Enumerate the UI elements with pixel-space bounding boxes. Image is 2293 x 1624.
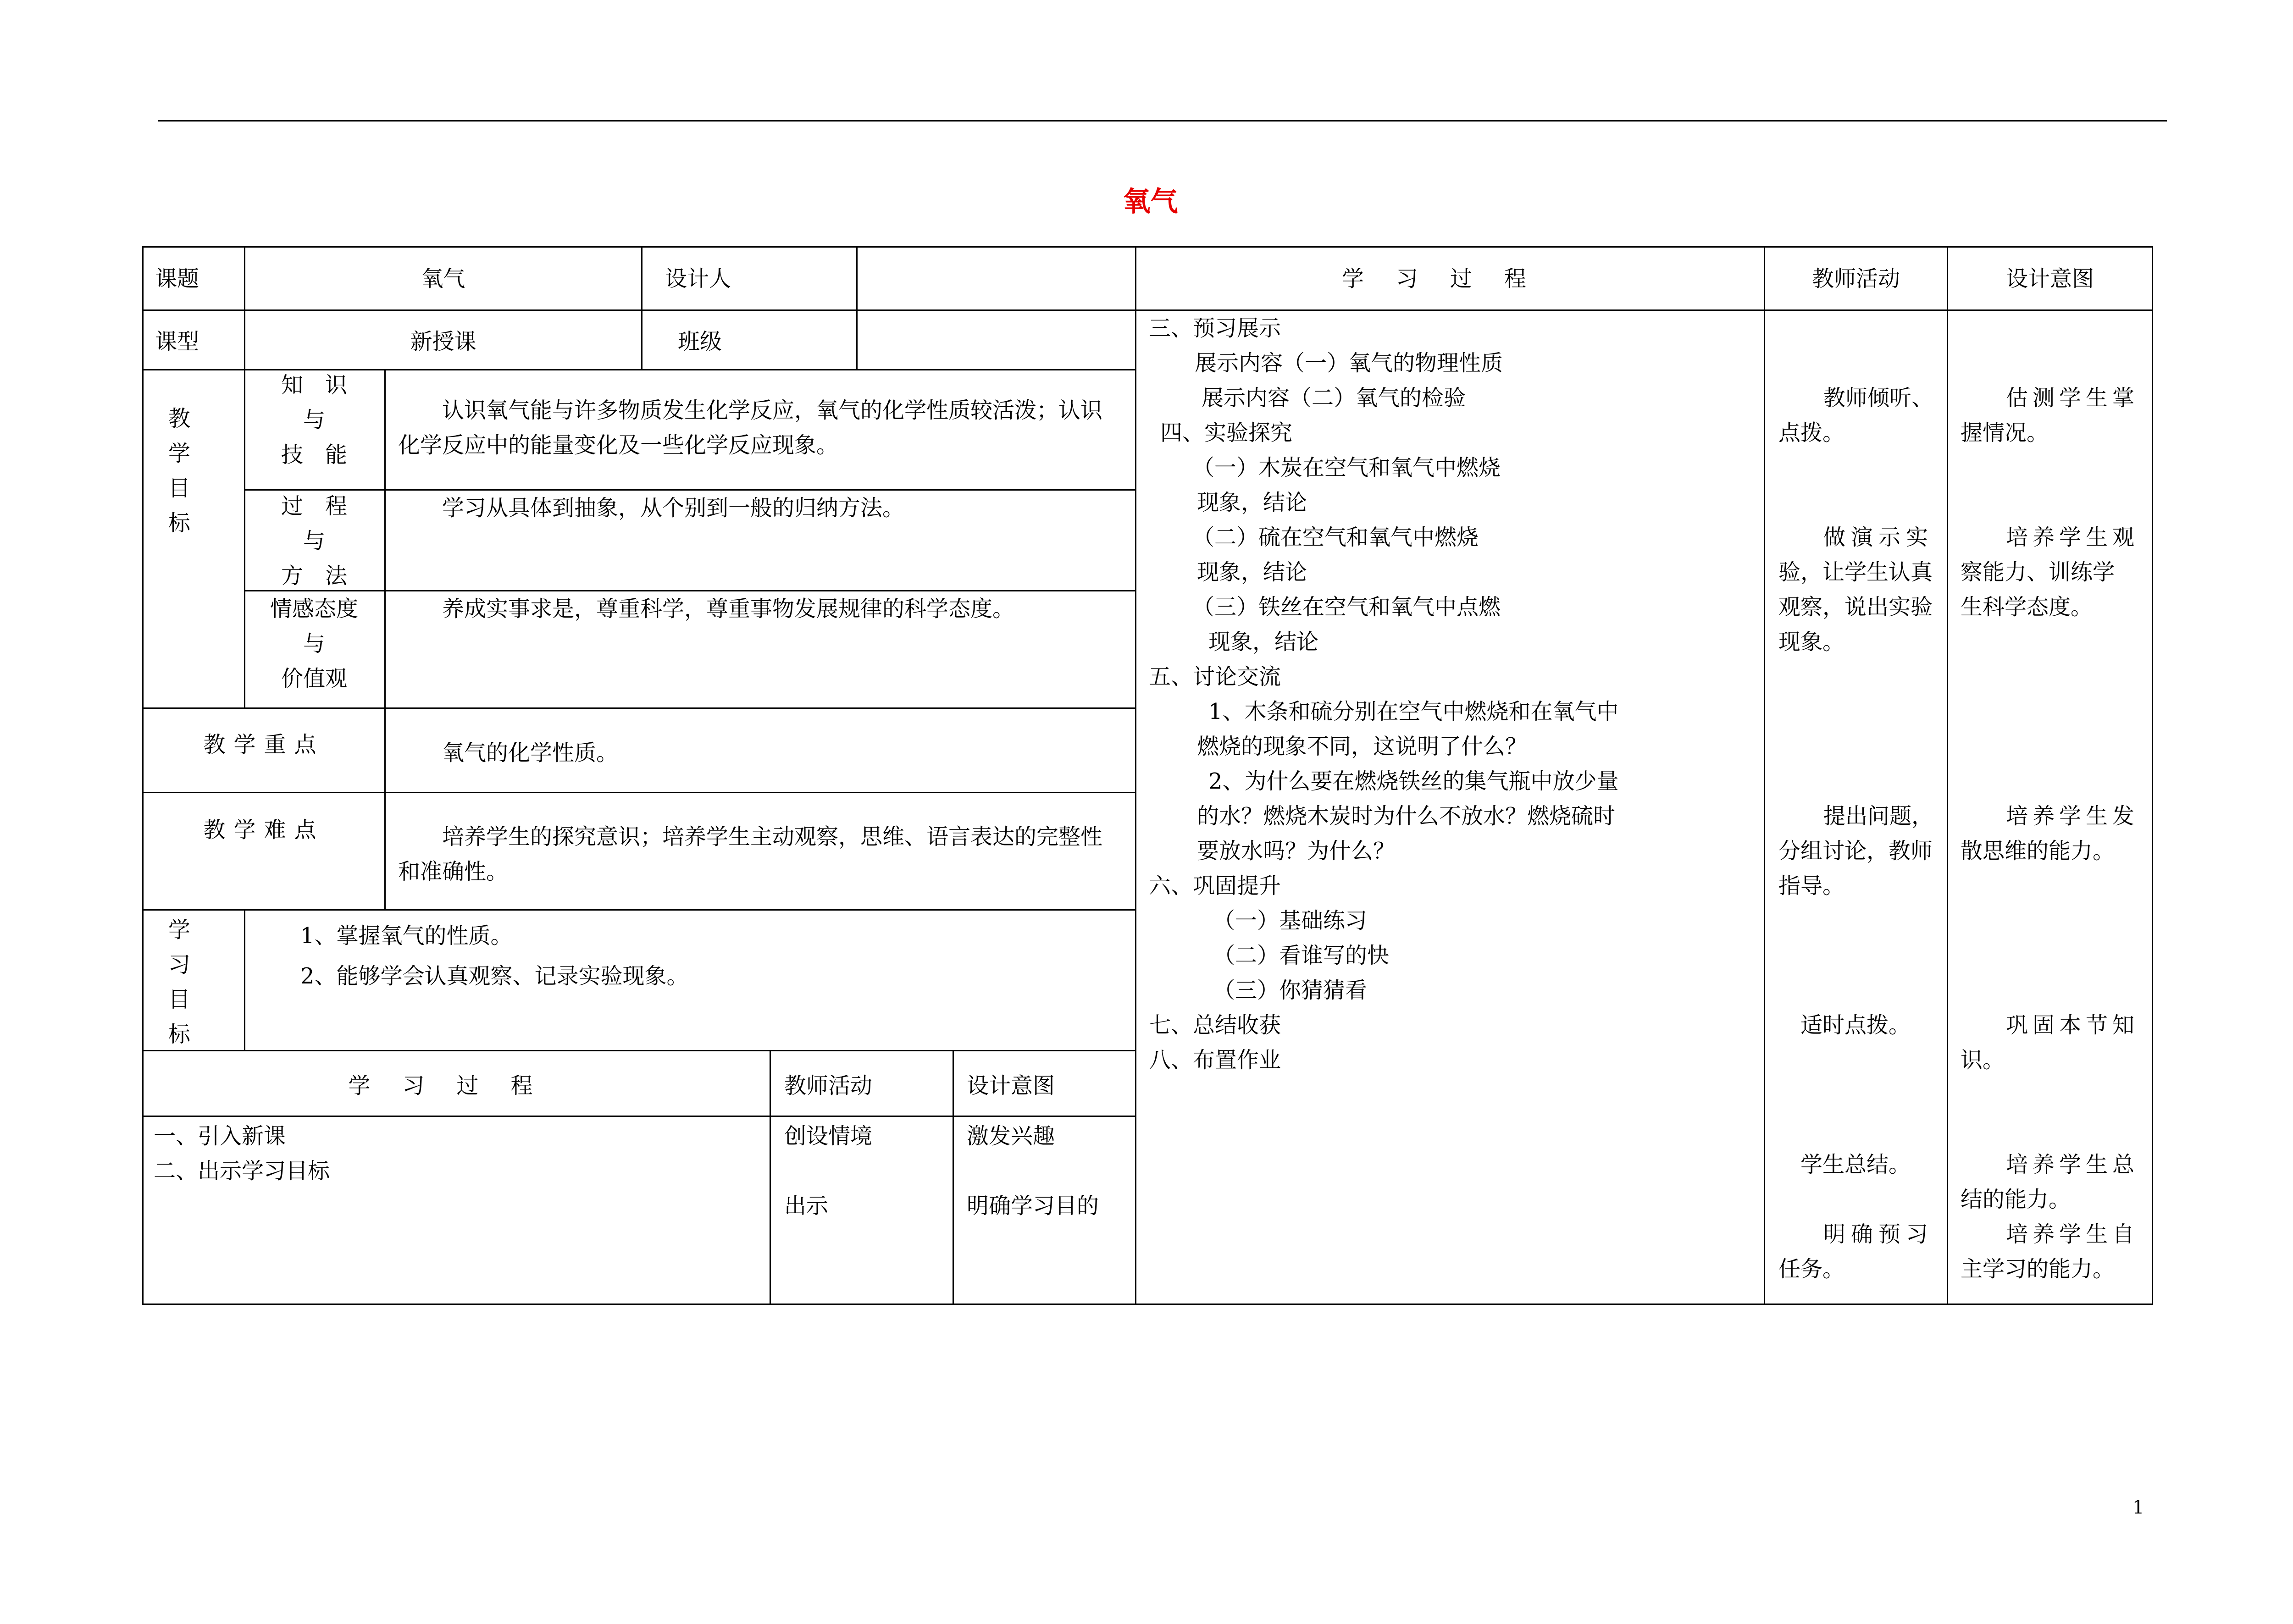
process-line: 的水？燃烧木炭时为什么不放水？燃烧硫时	[1197, 803, 1616, 829]
design-intent: 激发兴趣	[967, 1123, 1055, 1149]
process-line: （三）你猜猜看	[1213, 978, 1368, 1003]
process-line: 八、布置作业	[1149, 1047, 1281, 1073]
design-intent: 明确学习目的	[967, 1193, 1099, 1219]
process-line: 二、出示学习目标	[154, 1158, 330, 1184]
class-label: 班级	[678, 329, 722, 354]
difficulty-text: 培养学生的探究意识；培养学生主动观察，思维、语言表达的完整性和准确性。	[398, 824, 1103, 884]
type-label: 课型	[155, 329, 199, 354]
process-line: 三、预习展示	[1149, 315, 1281, 341]
process-line: 五、讨论交流	[1149, 664, 1281, 690]
teacher-activity: 创设情境	[784, 1123, 873, 1149]
type-value: 新授课	[410, 329, 476, 354]
page-number: 1	[2132, 1497, 2144, 1518]
left-process-header: 学习过程	[348, 1073, 565, 1099]
topic-value: 氧气	[421, 266, 465, 292]
key-point-label: 教学重点	[203, 732, 325, 757]
left-teacher-header: 教师活动	[784, 1073, 873, 1099]
process-line: 七、总结收获	[1149, 1012, 1281, 1038]
process-line: （一）木炭在空气和氧气中燃烧	[1192, 455, 1501, 481]
key-point-text: 氧气的化学性质。	[442, 740, 619, 766]
process-line: 现象，结论	[1197, 490, 1307, 515]
attitude-values-text: 养成实事求是，尊重科学，尊重事物发展规律的科学态度。	[442, 596, 1015, 622]
process-line: （一）基础练习	[1213, 908, 1368, 934]
right-process-header: 学习过程	[1341, 266, 1558, 292]
process-line: 现象，结论	[1208, 629, 1319, 655]
process-line: 2、为什么要在燃烧铁丝的集气瓶中放少量	[1208, 768, 1619, 794]
process-method-text: 学习从具体到抽象，从个别到一般的归纳方法。	[442, 495, 905, 521]
knowledge-skill-text: 认识氧气能与许多物质发生化学反应，氧气的化学性质较活泼；认识化学反应中的能量变化及一些化学反应现象。	[398, 398, 1103, 458]
process-line: （三）铁丝在空气和氧气中点燃	[1192, 594, 1501, 620]
topic-label: 课题	[155, 266, 199, 292]
process-line: 燃烧的现象不同，这说明了什么？	[1197, 734, 1528, 759]
process-line: 现象，结论	[1197, 559, 1307, 585]
document-title: 氧气	[1123, 186, 1178, 218]
difficulty-label: 教学难点	[203, 817, 325, 843]
learning-goal-item: 1、掌握氧气的性质。	[300, 923, 513, 949]
learning-goal-item: 2、能够学会认真观察、记录实验现象。	[300, 963, 689, 989]
designer-label: 设计人	[665, 266, 731, 292]
process-line: 六、巩固提升	[1149, 873, 1281, 899]
header-rule	[158, 120, 2167, 122]
process-line: 1、木条和硫分别在空气中燃烧和在氧气中	[1208, 699, 1619, 724]
process-line: （二）看谁写的快	[1213, 943, 1390, 968]
teacher-activity: 出示	[784, 1193, 829, 1219]
right-teacher-header: 教师活动	[1811, 266, 1900, 292]
process-line: 四、实验探究	[1160, 420, 1293, 446]
right-intent-header: 设计意图	[2005, 266, 2094, 292]
process-line: 一、引入新课	[154, 1123, 286, 1149]
process-line: （二）硫在空气和氧气中燃烧	[1192, 525, 1479, 550]
left-intent-header: 设计意图	[967, 1073, 1055, 1099]
process-line: 展示内容（一）氧气的物理性质	[1195, 350, 1503, 376]
process-line: 展示内容（二）氧气的检验	[1202, 385, 1466, 411]
process-line: 要放水吗？为什么？	[1197, 838, 1396, 864]
